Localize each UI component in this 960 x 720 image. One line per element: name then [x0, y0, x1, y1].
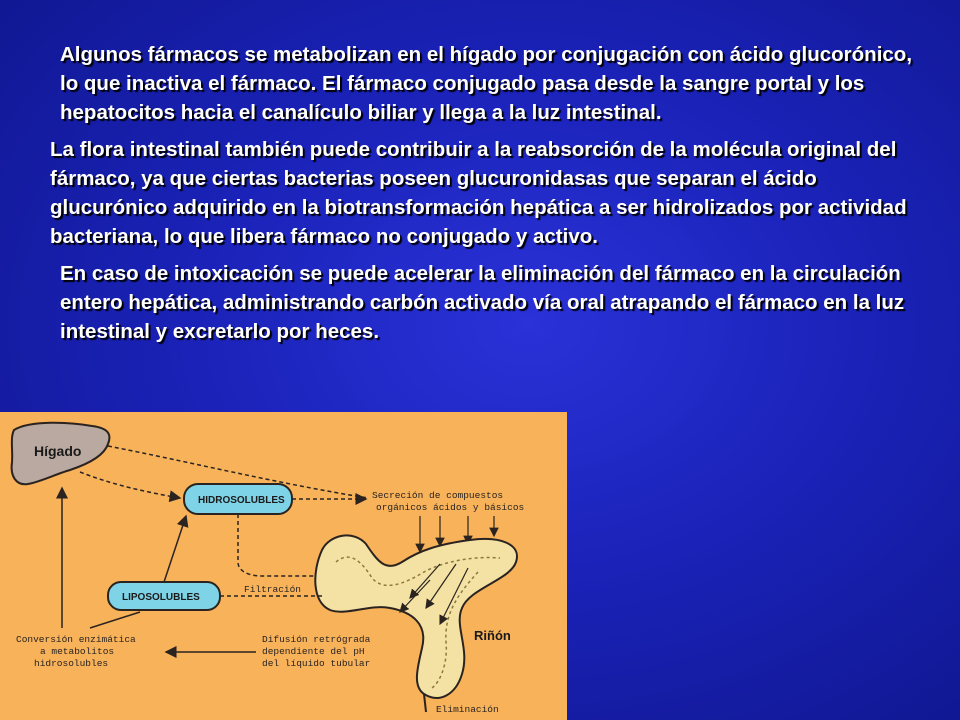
- difusion-line-2: dependiente del pH: [262, 646, 365, 657]
- difusion-line-1: Difusión retrógrada: [262, 634, 371, 645]
- liver-to-hidro-line: [80, 472, 180, 498]
- conversion-line-2: a metabolitos: [40, 646, 115, 657]
- secrecion-line-1: Secreción de compuestos: [372, 490, 504, 501]
- rinon-label: Riñón: [474, 628, 511, 643]
- diagram-svg: [0, 412, 567, 720]
- kidney-tubule: [315, 535, 517, 697]
- liver-label: Hígado: [34, 443, 82, 459]
- liposolubles-label: LIPOSOLUBLES: [122, 592, 200, 603]
- filtracion-label: Filtración: [244, 584, 302, 595]
- pharmacokinetics-diagram: [0, 412, 567, 720]
- hidro-to-filtracion-line: [238, 514, 320, 576]
- conversion-to-lipo-arrow: [90, 612, 140, 628]
- eliminacion-label: Eliminación: [436, 704, 499, 715]
- paragraph-1: Algunos fármacos se metabolizan en el hígado por conjugación con ácido glucorónico, lo que inactiva el fármaco. El fármaco conjugado pasa desde la sangre portal y los hepatocitos hacia el canalículo biliar y llega a la luz intestinal.: [60, 43, 913, 124]
- tubule-tail: [424, 694, 426, 712]
- hidrosolubles-label: HIDROSOLUBLES: [198, 495, 285, 506]
- paragraph-3: En caso de intoxicación se puede acelerar la eliminación del fármaco en la circulación entero hepática, administrando carbón activado vía oral atrapando el fármaco en la luz intestinal y excretarlo por heces.: [60, 262, 905, 343]
- lipo-to-hidro-arrow: [164, 516, 186, 582]
- conversion-line-1: Conversión enzimática: [16, 634, 136, 645]
- conversion-line-3: hidrosolubles: [34, 658, 109, 669]
- secrecion-line-2: orgánicos ácidos y básicos: [376, 502, 525, 513]
- paragraph-2: La flora intestinal también puede contribuir a la reabsorción de la molécula original del fármaco, ya que ciertas bacterias poseen glucuronidasas que separan el ácido glucurónico adquirido en la biotransformación hepática a ser hidrolizados por actividad bacteriana, lo que libera fármaco no conjugado y activo.: [50, 138, 907, 248]
- difusion-line-3: del líquido tubular: [262, 658, 371, 669]
- slide-text: [50, 40, 930, 354]
